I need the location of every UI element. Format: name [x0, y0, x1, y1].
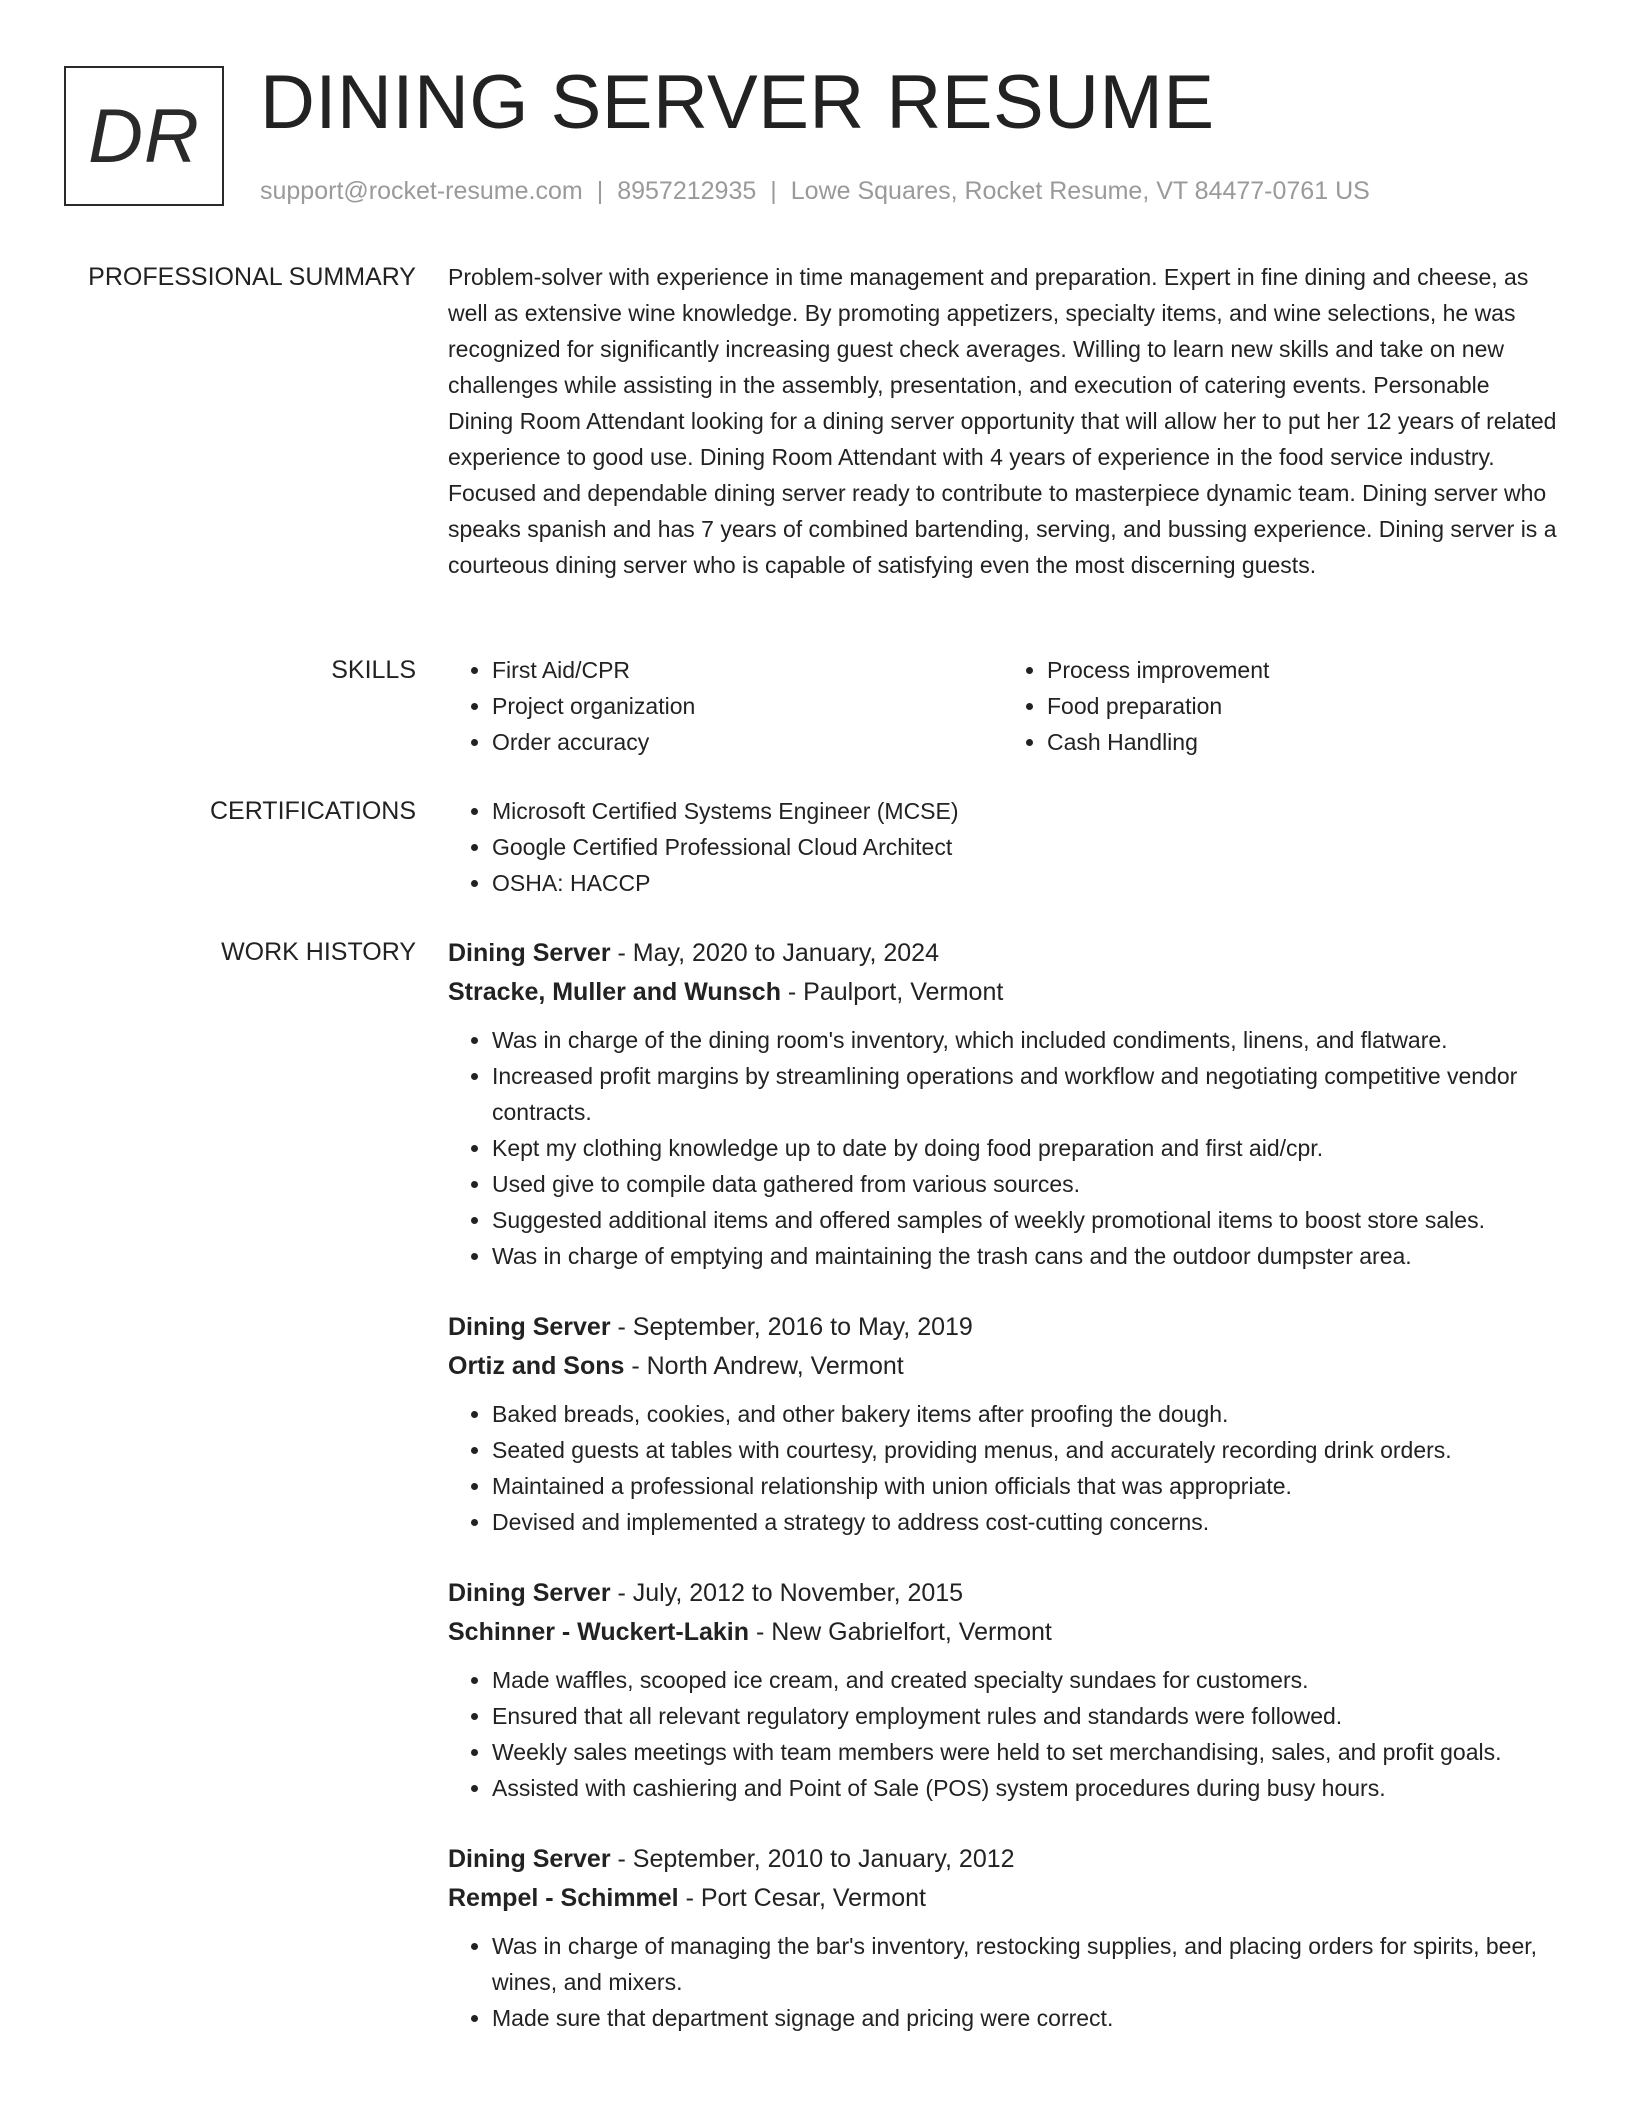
job-company-line	[448, 1346, 1558, 1386]
work-history-body	[448, 934, 1558, 2070]
section-label-skills: SKILLS	[331, 656, 416, 684]
job-title: Dining Server	[448, 939, 611, 967]
skill-item: • First Aid/CPR	[492, 652, 1003, 688]
skill-item: • Cash Handling	[1047, 724, 1558, 760]
job-bullets	[448, 1928, 1558, 2036]
job-bullet: • Baked breads, cookies, and other bakery items after proofing the dough.	[492, 1396, 1558, 1432]
job-bullet: • Ensured that all relevant regulatory employment rules and standards were followed.	[492, 1698, 1558, 1734]
job-title: Dining Server	[448, 1579, 611, 1607]
contact-line	[260, 176, 1370, 206]
job-entry	[448, 934, 1558, 1274]
certifications-list	[448, 793, 1558, 901]
job-entry	[448, 1840, 1558, 2036]
job-location: - Paulport, Vermont	[780, 978, 1004, 1006]
job-bullet: • Was in charge of managing the bar's inventory, restocking supplies, and placing orders for spirits, beer, wines, and mixers.	[492, 1928, 1558, 2000]
job-dates: - September, 2010 to January, 2012	[610, 1845, 1015, 1873]
job-title: Dining Server	[448, 1845, 611, 1873]
job-bullets	[448, 1396, 1558, 1540]
certification-item: • OSHA: HACCP	[492, 865, 1558, 901]
job-bullet: • Assisted with cashiering and Point of Sale (POS) system procedures during busy hours.	[492, 1770, 1558, 1806]
job-entry	[448, 1308, 1558, 1540]
job-bullets	[448, 1662, 1558, 1806]
job-company: Rempel - Schimmel	[448, 1884, 679, 1912]
skill-item: • Project organization	[492, 688, 1003, 724]
contact-phone: 8957212935	[617, 177, 757, 205]
job-bullets	[448, 1022, 1558, 1274]
section-label-summary: PROFESSIONAL SUMMARY	[88, 263, 416, 291]
job-company-line	[448, 1612, 1558, 1652]
job-bullet: • Suggested additional items and offered samples of weekly promotional items to boost store sales.	[492, 1202, 1558, 1238]
skill-item: • Food preparation	[1047, 688, 1558, 724]
job-title-line	[448, 1308, 1558, 1346]
section-label-work-history: WORK HISTORY	[221, 938, 416, 966]
job-company-line	[448, 972, 1558, 1012]
skills-list	[448, 652, 1558, 760]
job-bullet: • Seated guests at tables with courtesy, providing menus, and accurately recording drink orders.	[492, 1432, 1558, 1468]
job-dates: - September, 2016 to May, 2019	[610, 1313, 973, 1341]
job-dates: - July, 2012 to November, 2015	[610, 1579, 964, 1607]
contact-email[interactable]: support@rocket-resume.com	[260, 177, 583, 205]
separator: |	[770, 177, 777, 205]
job-bullet: • Kept my clothing knowledge up to date by doing food preparation and first aid/cpr.	[492, 1130, 1558, 1166]
job-bullet: • Increased profit margins by streamlining operations and workflow and negotiating competitive vendor contracts.	[492, 1058, 1558, 1130]
job-company: Schinner - Wuckert-Lakin	[448, 1618, 749, 1646]
contact-address: Lowe Squares, Rocket Resume, VT 84477-0761 US	[790, 177, 1370, 205]
job-company: Ortiz and Sons	[448, 1352, 625, 1380]
skill-item: • Order accuracy	[492, 724, 1003, 760]
job-title-line	[448, 1840, 1558, 1878]
summary-body	[448, 259, 1558, 583]
job-bullet: • Made sure that department signage and pricing were correct.	[492, 2000, 1558, 2036]
job-title-line	[448, 934, 1558, 972]
job-bullet: • Was in charge of the dining room's inventory, which included condiments, linens, and flatware.	[492, 1022, 1558, 1058]
job-location: - North Andrew, Vermont	[624, 1352, 904, 1380]
job-bullet: • Was in charge of emptying and maintaining the trash cans and the outdoor dumpster area.	[492, 1238, 1558, 1274]
job-entry	[448, 1574, 1558, 1806]
job-bullet: • Made waffles, scooped ice cream, and created specialty sundaes for customers.	[492, 1662, 1558, 1698]
job-bullet: • Used give to compile data gathered from various sources.	[492, 1166, 1558, 1202]
job-dates: - May, 2020 to January, 2024	[610, 939, 939, 967]
certification-item: • Microsoft Certified Systems Engineer (MCSE)	[492, 793, 1558, 829]
skills-column-left	[448, 652, 1003, 760]
job-company: Stracke, Muller and Wunsch	[448, 978, 781, 1006]
job-location: - New Gabrielfort, Vermont	[749, 1618, 1052, 1646]
certifications-body	[448, 793, 1558, 901]
job-bullet: • Devised and implemented a strategy to address cost-cutting concerns.	[492, 1504, 1558, 1540]
job-title: Dining Server	[448, 1313, 611, 1341]
skill-item: • Process improvement	[1047, 652, 1558, 688]
job-location: - Port Cesar, Vermont	[678, 1884, 926, 1912]
section-label-certifications: CERTIFICATIONS	[209, 797, 416, 825]
certification-item: • Google Certified Professional Cloud Architect	[492, 829, 1558, 865]
job-bullet: • Maintained a professional relationship with union officials that was appropriate.	[492, 1468, 1558, 1504]
skills-column-right	[1003, 652, 1558, 760]
monogram-logo: DR	[64, 66, 224, 206]
summary-text: Problem-solver with experience in time management and preparation. Expert in fine dining and cheese, as well as extensive wine knowledge. By promoting appetizers, specialty items, and wine selections, he was recognized for significantly increasing guest check averages. Willing to learn new skills and take on new challenges while assisting in the assembly, presentation, and execution of catering events. Personable Dining Room Attendant looking for a dining server opportunity that will allow her to put her 12 years of related experience to good use. Dining Room Attendant with 4 years of experience in the food service industry. Focused and dependable dining server ready to contribute to masterpiece dynamic team. Dining server who speaks spanish and has 7 years of combined bartending, serving, and bussing experience. Dining server is a courteous dining server who is capable of satisfying even the most discerning guests.	[448, 264, 1557, 578]
resume-title: DINING SERVER RESUME	[260, 60, 1215, 145]
job-company-line	[448, 1878, 1558, 1918]
job-title-line	[448, 1574, 1558, 1612]
job-bullet: • Weekly sales meetings with team members were held to set merchandising, sales, and profit goals.	[492, 1734, 1558, 1770]
separator: |	[596, 177, 604, 205]
